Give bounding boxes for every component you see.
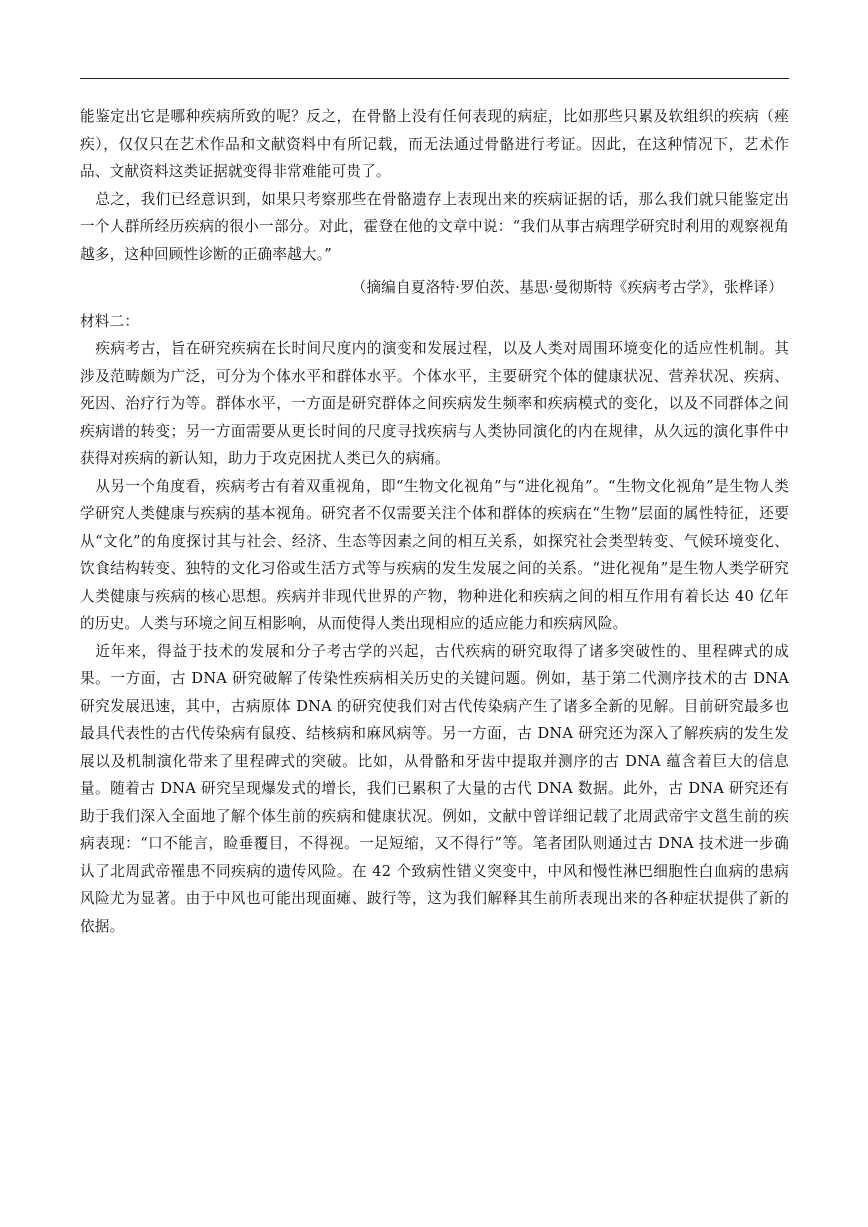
paragraph-ancient-dna: 近年来，得益于技术的发展和分子考古学的兴起，古代疾病的研究取得了诸多突破性的、里程碑式的成果。一方面，古 DNA 研究破解了传染性疾病相关历史的关键问题。例如，基于第二代测序技术的古 DNA 研究发展迅速，其中，古病原体 DNA 的研究使我们对古代传染病产生了诸多全新的见解。目前研究最多也最具代表性的古代传染病有鼠疫、结核病和麻风病等。另一方面，古 DNA 研究还为深入了解疾病的发生发展以及机制演化带来了里程碑式的突破。比如，从骨骼和牙齿中提取并测序的古 DNA 蕴含着巨大的信息量。随着古 DNA 研究呈现爆发式的增长，我们已累积了大量的古代 DNA 数据。此外，古 DNA 研究还有助于我们深入全面地了解个体生前的疾病和健康状况。例如，文献中曾详细记载了北周武帝宇文邕生前的疾病表现：“口不能言，睑垂覆目，不得视。一足短缩，又不得行”等。笔者团队则通过古 DNA 技术进一步确认了北周武帝罹患不同疾病的遗传风险。在 42 个致病性错义突变中，中风和慢性淋巴细胞性白血病的患病风险尤为显著。由于中风也可能出现面瘫、跛行等，这为我们解释其生前所表现出来的各种症状提供了新的依据。 [80,642,789,935]
paragraph-continuation: 能鉴定出它是哪种疾病所致的呢？反之，在骨骼上没有任何表现的病症，比如那些只累及软组织的疾病（痤疾），仅仅只在艺术作品和文献资料中有所记载，而无法通过骨骼进行考证。因此，在这种情况下，艺术作品、文献资料这类证据就变得非常难能可贵了。 [80,108,789,180]
header-rule [80,78,789,79]
source-citation: （摘编自夏洛特·罗伯茨、基思·曼彻斯特《疾病考古学》，张桦译） [351,279,783,296]
paragraph-dual-perspective: 从另一个角度看，疾病考古有着双重视角，即“生物文化视角”与“进化视角”。“生物文化视角”是生物人类学研究人类健康与疾病的基本视角。研究者不仅需要关注个体和群体的疾病在“生物”层面的属性特征，还要从“文化”的角度探讨其与社会、经济、生态等因素之间的相互关系，如探究社会类型转变、气候环境变化、饮食结构转变、独特的文化习俗或生活方式等与疾病的发生发展之间的关系。“进化视角”是生物人类学研究人类健康与疾病的核心思想。疾病并非现代世界的产物，物种进化和疾病之间的相互作用有着长达 40 亿年的历史。人类与环境之间互相影响，从而使得人类出现相应的适应能力和疾病风险。 [80,477,789,632]
paragraph-summary: 总之，我们已经意识到，如果只考察那些在骨骼遗存上表现出来的疾病证据的话，那么我们就只能鉴定出一个人群所经历疾病的很小一部分。对此，霍登在他的文章中说：“我们从事古病理学研究时利用的观察视角越多，这种回顾性诊断的正确率越大。” [80,190,789,263]
paragraph-disease-archaeology: 疾病考古，旨在研究疾病在长时间尺度内的演变和发展过程，以及人类对周围环境变化的适应性机制。其涉及范畴颇为广泛，可分为个体水平和群体水平。个体水平，主要研究个体的健康状况、营养状况、疾病、死因、治疗行为等。群体水平，一方面是研究群体之间疾病发生频率和疾病模式的变化，以及不同群体之间疾病谱的转变；另一方面需要从更长时间的尺度寻找疾病与人类协同演化的内在规律，从久远的演化事件中获得对疾病的新认知，助力于攻克困扰人类已久的病痛。 [80,340,789,467]
document-body [80,103,789,940]
section-heading-material-two: 材料二： [80,312,140,330]
